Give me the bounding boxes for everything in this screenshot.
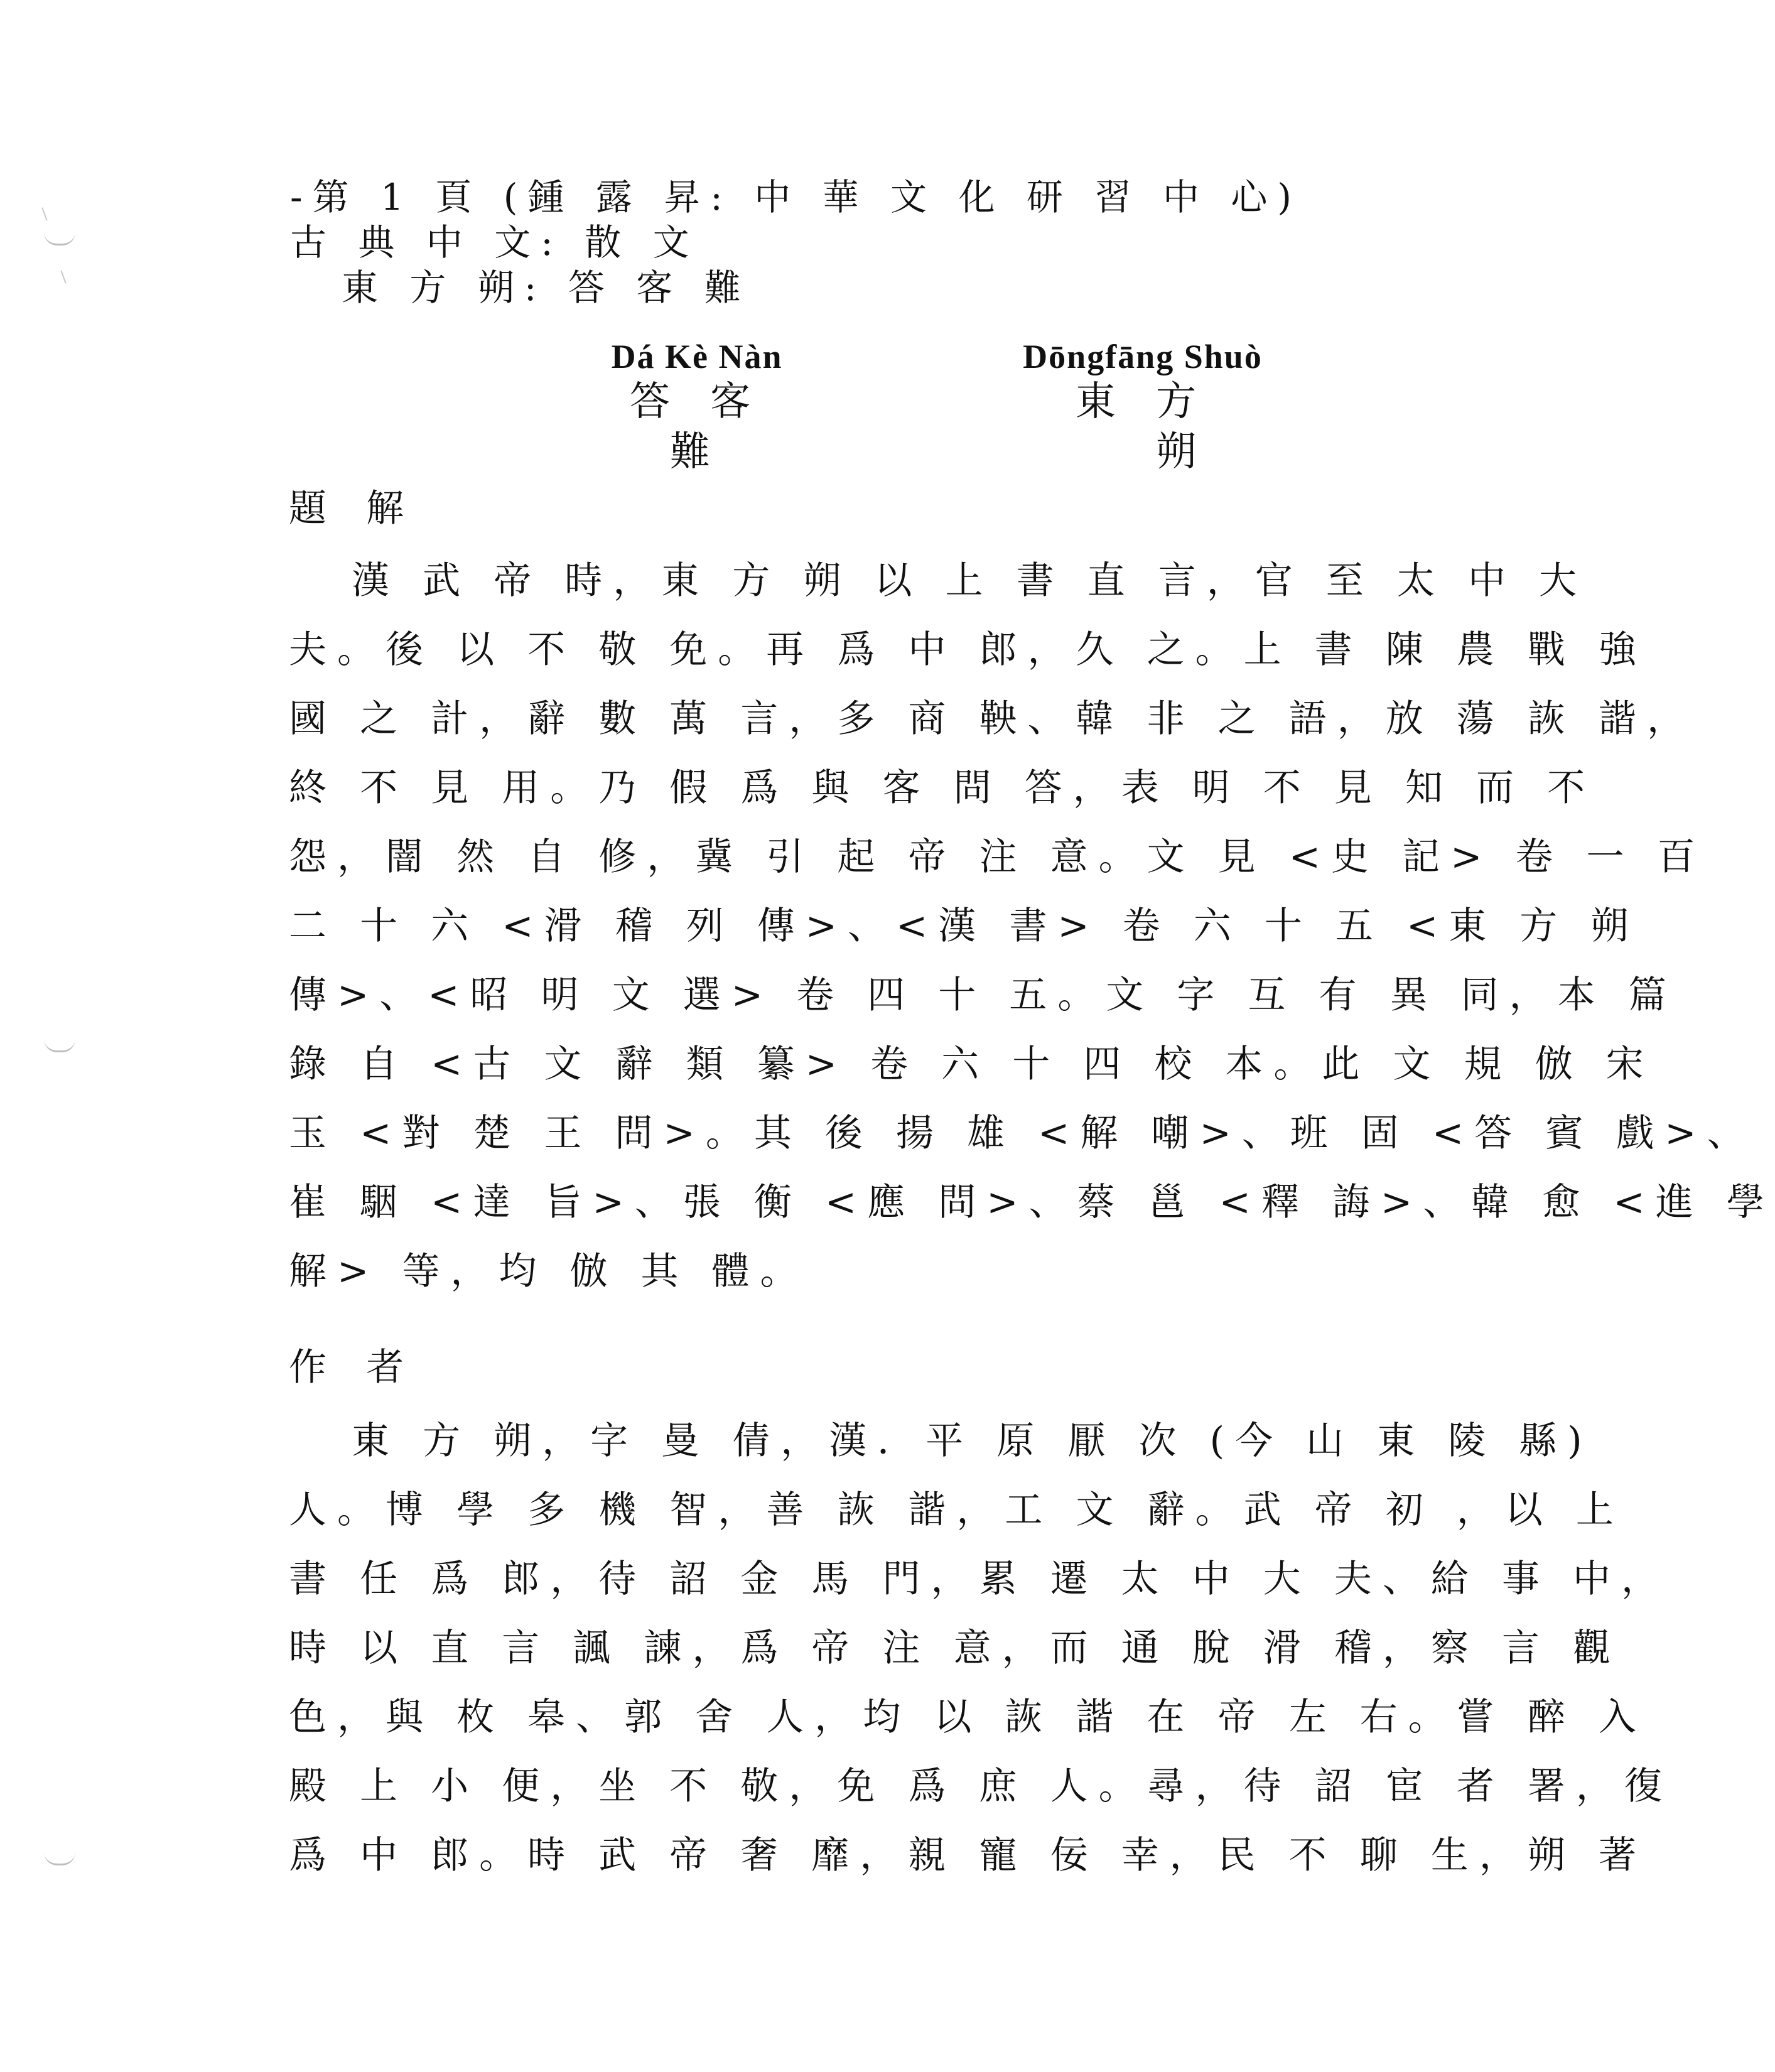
scan-hole-mark xyxy=(44,1852,75,1865)
text-line: 爲 中 郎。時 武 帝 奢 靡，親 寵 佞 幸，民 不 聊 生，朔 著 xyxy=(289,1833,1647,1877)
author-name-chinese: 東 方 朔 xyxy=(1075,379,1211,475)
text-line: 人。博 學 多 機 智，善 詼 諧，工 文 辭。武 帝 初 ，以 上 xyxy=(289,1488,1624,1532)
work-title xyxy=(590,337,804,477)
text-line: 二 十 六 <滑 稽 列 傳>、<漢 書> 卷 六 十 五 <東 方 朔 xyxy=(289,904,1639,948)
page-header xyxy=(290,175,1302,310)
author-name xyxy=(1017,337,1268,477)
text-line: 東 方 朔，字 曼 倩，漢．平 原 厭 次 (今 山 東 陵 縣) xyxy=(352,1419,1593,1463)
text-line: 終 不 見 用。乃 假 爲 與 客 問 答，表 明 不 見 知 而 不 xyxy=(289,766,1596,810)
text-line: 解> 等，均 倣 其 體。 xyxy=(289,1249,809,1293)
work-title-pinyin: Dá Kè Nàn xyxy=(611,338,783,375)
text-line: 書 任 爲 郎，待 詔 金 馬 門，累 遷 太 中 大 夫、給 事 中， xyxy=(289,1557,1670,1601)
section-heading-explanation: 題 解 xyxy=(289,487,418,531)
text-line: 時 以 直 言 諷 諫，爲 帝 注 意，而 通 脫 滑 稽，察 言 觀 xyxy=(289,1626,1622,1670)
header-page-info: -第 1 頁 (鍾 露 昇: 中 華 文 化 研 習 中 心) xyxy=(290,176,1302,219)
text-line: 傳>、<昭 明 文 選> 卷 四 十 五。文 字 互 有 異 同，本 篇 xyxy=(289,973,1677,1017)
text-line: 怨，闇 然 自 修，冀 引 起 帝 注 意。文 見 <史 記> 卷 一 百 xyxy=(289,835,1706,879)
scan-speck xyxy=(41,207,47,220)
text-line: 錄 自 <古 文 辭 類 纂> 卷 六 十 四 校 本。此 文 規 倣 宋 xyxy=(289,1042,1654,1086)
text-line: 漢 武 帝 時，東 方 朔 以 上 書 直 言，官 至 太 中 大 xyxy=(352,559,1588,603)
header-lesson: 東 方 朔: 答 客 難 xyxy=(342,266,751,309)
text-line: 夫。後 以 不 敬 免。再 爲 中 郎，久 之。上 書 陳 農 戰 強 xyxy=(289,628,1647,672)
author-paragraph xyxy=(289,1406,1673,1890)
explanation-paragraph xyxy=(289,546,1775,1306)
scan-hole-mark xyxy=(44,232,75,246)
header-course: 古 典 中 文: 散 文 xyxy=(290,221,699,264)
text-line: 崔 駰 <達 旨>、張 衡 <應 問>、蔡 邕 <釋 誨>、韓 愈 <進 學 xyxy=(289,1180,1775,1224)
text-line: 玉 <對 楚 王 問>。其 後 揚 雄 <解 嘲>、班 固 <答 賓 戲>、 xyxy=(289,1111,1756,1155)
scan-speck xyxy=(60,270,66,283)
work-title-chinese: 答 客 難 xyxy=(629,379,765,475)
text-line: 殿 上 小 便，坐 不 敬，免 爲 庶 人。尋，待 詔 宦 者 署，復 xyxy=(289,1764,1673,1808)
text-line: 國 之 計，辭 數 萬 言，多 商 鞅、韓 非 之 語，放 蕩 詼 諧， xyxy=(289,697,1695,741)
section-heading-author: 作 者 xyxy=(289,1346,418,1389)
text-line: 色，與 枚 皋、郭 舍 人，均 以 詼 諧 在 帝 左 右。嘗 醉 入 xyxy=(289,1695,1647,1739)
author-name-pinyin: Dōngfāng Shuò xyxy=(1023,338,1263,375)
scan-hole-mark xyxy=(44,1039,75,1052)
